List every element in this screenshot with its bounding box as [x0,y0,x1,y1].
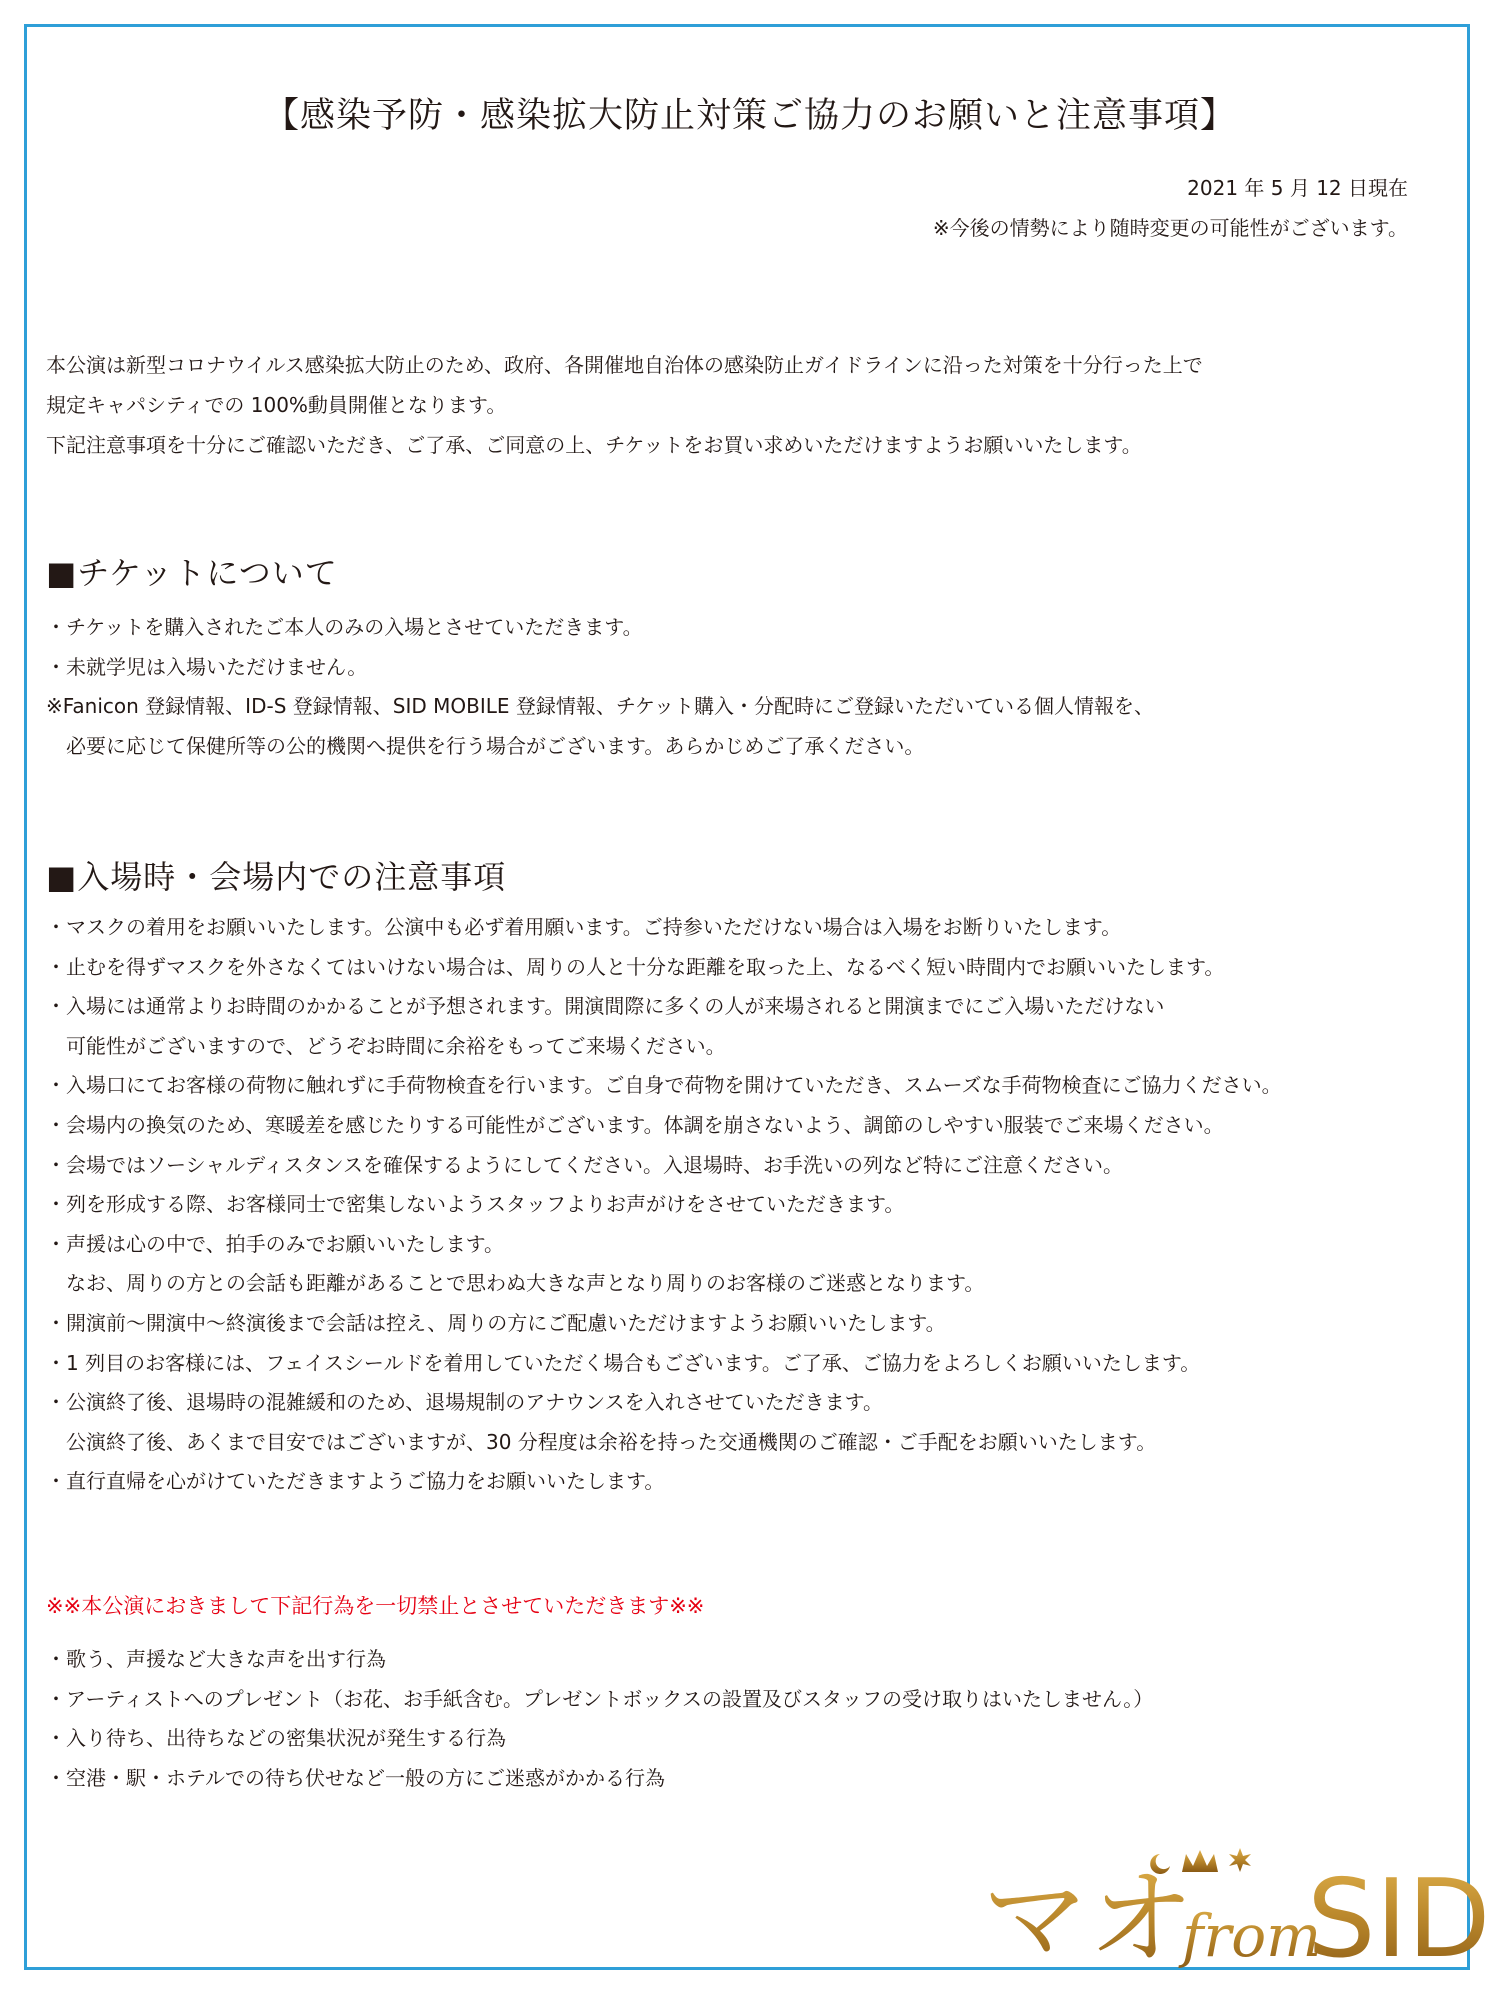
list-item: 公演終了後、あくまで目安ではございますが、30 分程度は余裕を持った交通機関のご確認・ご手配をお願いいたします。 [66,1429,1157,1454]
intro-paragraph [46,345,1203,465]
list-item: ・マスクの着用をお願いいたします。公演中も必ず着用願います。ご持参いただけない場合は入場をお断りいたします。 [46,915,1122,939]
page-title: 【感染予防・感染拡大防止対策ご協力のお願いと注意事項】 [263,96,1236,136]
list-item: ※Fanicon 登録情報、ID-S 登録情報、SID MOBILE 登録情報、チケット購入・分配時にご登録いただいている個人情報を、 [46,694,1155,719]
list-item: ・会場ではソーシャルディスタンスを確保するようにしてください。入退場時、お手洗いの列など特にご注意ください。 [46,1152,1123,1177]
logo-sid: SID [1307,1857,1491,1982]
venue-section-list [46,908,1282,1502]
artist-logo [982,1838,1491,1982]
list-item: ・チケットを購入されたご本人のみの入場とさせていただきます。 [46,615,643,639]
list-item: ・アーティストへのプレゼント（お花、お手紙含む。プレゼントボックスの設置及びスタッフの受け取りはいたしません。） [46,1686,1154,1711]
ticket-section-heading: ■チケットについて [46,554,338,592]
intro-line: 規定キャパシティでの 100%動員開催となります。 [46,393,507,417]
list-item: ・入場には通常よりお時間のかかることが予想されます。開演間際に多くの人が来場されると開演までにご入場いただけない [46,994,1165,1019]
list-item: なお、周りの方との会話も距離があることで思わぬ大きな声となり周りのお客様のご迷惑となります。 [66,1271,985,1296]
date-label: 2021 年 5 月 12 日現在 [1187,176,1408,200]
list-item: ・直行直帰を心がけていただきますようご協力をお願いいたします。 [46,1469,665,1494]
venue-section-heading: ■入場時・会場内での注意事項 [46,858,507,896]
list-item: ・開演前〜開演中〜終演後まで会話は控え、周りの方にご配慮いただけますようお願いいたします。 [46,1310,946,1335]
list-item: ・列を形成する際、お客様同士で密集しないようスタッフよりお声がけをさせていただきます。 [46,1192,905,1217]
logo-from: from [1182,1902,1322,1970]
list-item: ・歌う、声援など大きな声を出す行為 [46,1647,386,1671]
list-item: ・声援は心の中で、拍手のみでお願いいたします。 [46,1231,504,1256]
list-item: ・会場内の換気のため、寒暖差を感じたりする可能性がございます。体調を崩さないよう、調節のしやすい服装でご来場ください。 [46,1112,1224,1137]
list-item: ・1 列目のお客様には、フェイスシールドを着用していただく場合もございます。ご了承、ご協力をよろしくお願いいたします。 [46,1350,1201,1375]
list-item: 可能性がございますので、どうぞお時間に余裕をもってご来場ください。 [66,1033,726,1058]
star-icon [1229,1848,1251,1872]
list-item: ・公演終了後、退場時の混雑緩和のため、退場規制のアナウンスを入れさせていただきます。 [46,1390,883,1415]
list-item: ・未就学児は入場いただけません。 [46,654,368,679]
list-item: ・空港・駅・ホテルでの待ち伏せなど一般の方にご迷惑がかかる行為 [46,1765,665,1790]
date-note: ※今後の情勢により随時変更の可能性がございます。 [932,216,1408,240]
list-item: ・止むを得ずマスクを外さなくてはいけない場合は、周りの人と十分な距離を取った上、なるべく短い時間内でお願いいたします。 [46,954,1225,979]
date-block [933,168,1408,248]
ticket-section-list [46,608,1154,766]
list-item: ・入り待ち、出待ちなどの密集状況が発生する行為 [46,1726,506,1751]
intro-line: 本公演は新型コロナウイルス感染拡大防止のため、政府、各開催地自治体の感染防止ガイドラインに沿った対策を十分行った上で [46,353,1203,377]
list-item: ・入場口にてお客様の荷物に触れずに手荷物検査を行います。ご自身で荷物を開けていただき、スムーズな手荷物検査にご協力ください。 [46,1073,1282,1098]
logo-kana: マオ [982,1858,1194,1981]
list-item: 必要に応じて保健所等の公的機関へ提供を行う場合がございます。あらかじめご了承ください。 [66,733,925,758]
prohibited-list [46,1640,1153,1798]
prohibited-warning: ※※本公演におきまして下記行為を一切禁止とさせていただきます※※ [46,1594,705,1618]
intro-line: 下記注意事項を十分にご確認いただき、ご了承、ご同意の上、チケットをお買い求めいただけますようお願いいたします。 [46,433,1142,457]
